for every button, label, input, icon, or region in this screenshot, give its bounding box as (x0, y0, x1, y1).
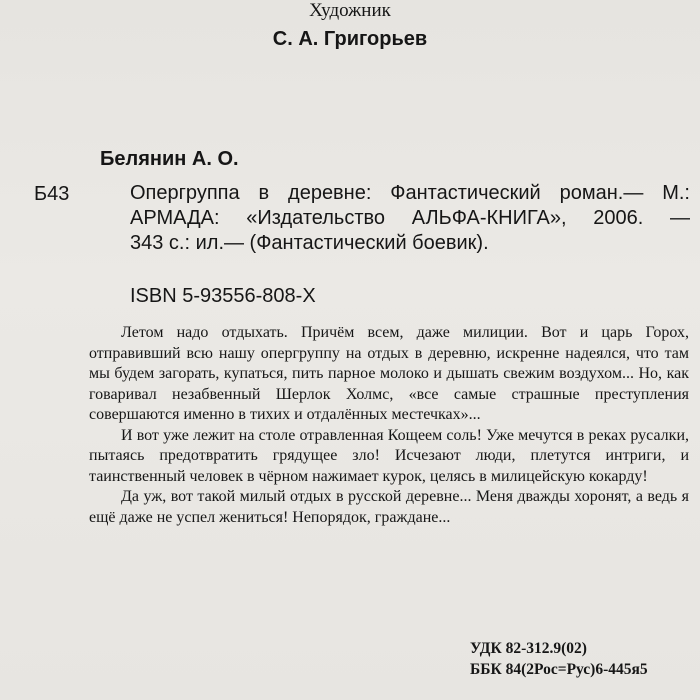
author-heading: Белянин А. О. (100, 148, 239, 170)
annotation-paragraph: Летом надо отдыхать. Причём всем, даже милиции. Вот и царь Горох, отправивший всю нашу опергруппу на отдых в деревню, искренне надеялся, что там мы будем загорать, купаться, пить парное молоко и дышать свежим воздухом... Но, как говаривал незабвенный Шерлок Холмс, «все самые страшные преступления совершаются именно в тихих и отдалённых местечках»... (89, 324, 689, 423)
annotation-paragraph: Да уж, вот такой милый отдых в русской деревне... Меня дважды хоронят, а ведь я ещё даже не успел жениться! Непорядок, граждане... (89, 488, 689, 526)
catalog-code: Б43 (34, 183, 70, 205)
bbk-code: ББК 84(2Рос=Рус)6-445я5 (470, 661, 648, 678)
biblio-line: 343 с.: ил.— (Фантастический боевик). (130, 232, 489, 254)
annotation-paragraph: И вот уже лежит на столе отравленная Кощеем соль! Уже мечутся в реках русалки, пытаясь предотвратить грядущее зло! Исчезают люди, плетутся интриги, и таинственный человек в чёрном нажимает курок, целясь в милицейскую кокарду! (89, 426, 689, 485)
bibliographic-description (130, 181, 690, 256)
annotation (89, 323, 689, 528)
biblio-line: АРМАДА: «Издательство АЛЬФА-КНИГА», 2006. — (130, 207, 690, 229)
artist-label: Художник (309, 0, 391, 21)
classification-codes (470, 638, 648, 680)
biblio-line: Опергруппа в деревне: Фантастический роман.— М.: (130, 182, 690, 204)
udk-code: УДК 82-312.9(02) (470, 640, 587, 657)
artist-name: С. А. Григорьев (272, 28, 428, 50)
isbn: ISBN 5-93556-808-X (130, 285, 316, 307)
